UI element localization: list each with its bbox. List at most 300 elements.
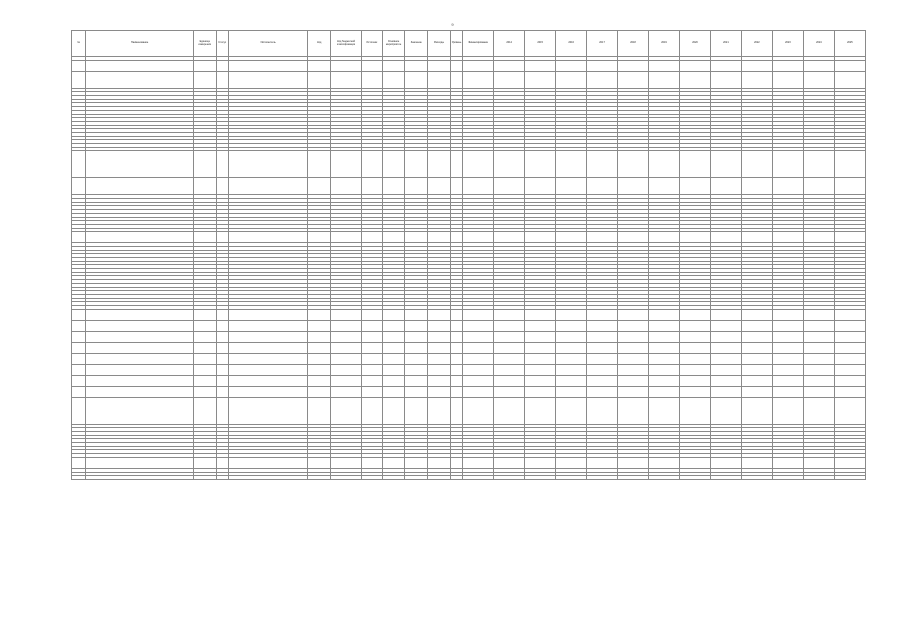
table-row [72,71,866,88]
table-cell [216,178,228,195]
table-cell [772,397,803,424]
table-cell [679,71,710,88]
table-cell [428,320,451,331]
table-cell [803,375,834,386]
table-cell [382,71,405,88]
table-cell [72,71,86,88]
table-cell [463,397,494,424]
table-cell [710,151,741,178]
table-cell [428,331,451,342]
table-cell [216,320,228,331]
table-cell [587,386,618,397]
table-cell [331,457,362,468]
table-cell [772,386,803,397]
table-cell [72,320,86,331]
table-cell [494,353,525,364]
table-cell [494,364,525,375]
table-cell [587,178,618,195]
table-cell [216,60,228,71]
table-cell [834,457,865,468]
table-cell [649,386,680,397]
table-cell [228,60,308,71]
column-header: № [72,31,86,57]
table-cell [86,457,193,468]
table-cell [587,342,618,353]
table-cell [803,331,834,342]
table-cell [803,71,834,88]
table-cell [86,151,193,178]
table-cell [331,331,362,342]
table-cell [450,386,462,397]
table-cell [72,151,86,178]
table-cell [193,320,216,331]
table-cell [710,375,741,386]
table-cell [494,342,525,353]
table-cell [228,364,308,375]
table-cell [463,71,494,88]
table-cell [308,232,331,243]
column-header: Источник [362,31,383,57]
table-cell [618,232,649,243]
table-cell [463,386,494,397]
table-cell [450,476,462,480]
table-cell [803,342,834,353]
table-cell [72,178,86,195]
table-cell [428,151,451,178]
table-cell [679,151,710,178]
table-cell [428,309,451,320]
table-cell [308,71,331,88]
table-cell [834,386,865,397]
table-cell [834,320,865,331]
table-cell [228,476,308,480]
table-cell [649,331,680,342]
table-cell [556,309,587,320]
table-cell [741,342,772,353]
table-cell [803,457,834,468]
table-cell [463,353,494,364]
table-cell [587,320,618,331]
table-cell [618,71,649,88]
table-cell [382,342,405,353]
table-cell [86,331,193,342]
table-cell [362,457,383,468]
table-cell [193,342,216,353]
table-cell [382,476,405,480]
table-cell [86,364,193,375]
column-header: 2022 [741,31,772,57]
column-header: Значение [405,31,428,57]
table-cell [618,151,649,178]
table-cell [494,386,525,397]
table-cell [450,331,462,342]
table-cell [362,364,383,375]
column-header: 2019 [649,31,680,57]
table-cell [331,397,362,424]
table-row [72,457,866,468]
table-cell [556,353,587,364]
table-cell [193,476,216,480]
table-cell [710,457,741,468]
table-cell [193,331,216,342]
table-cell [193,375,216,386]
table-cell [362,60,383,71]
table-cell [216,375,228,386]
table-cell [72,60,86,71]
column-header: 2015 [525,31,556,57]
table-cell [382,375,405,386]
table-cell [216,151,228,178]
table-cell [741,386,772,397]
table-cell [834,178,865,195]
table-cell [463,457,494,468]
table-cell [308,342,331,353]
column-header: Наименование [86,31,193,57]
table-cell [803,364,834,375]
table-cell [216,476,228,480]
table-cell [331,309,362,320]
table-cell [216,457,228,468]
table-cell [216,232,228,243]
table-cell [618,309,649,320]
table-cell [587,364,618,375]
table-body [72,57,866,480]
table-cell [331,375,362,386]
table-cell [362,331,383,342]
table-cell [331,353,362,364]
table-cell [649,178,680,195]
table-cell [679,364,710,375]
table-cell [525,320,556,331]
table-cell [741,151,772,178]
table-cell [772,320,803,331]
table-cell [228,331,308,342]
budget-table [71,30,866,480]
table-cell [679,375,710,386]
table-cell [308,364,331,375]
table-cell [72,476,86,480]
table-cell [556,151,587,178]
table-cell [834,331,865,342]
table-row [72,151,866,178]
table-cell [463,375,494,386]
table-cell [494,331,525,342]
table-cell [362,320,383,331]
table-cell [525,386,556,397]
table-cell [803,60,834,71]
table-cell [525,71,556,88]
table-cell [405,386,428,397]
table-cell [649,232,680,243]
table-cell [525,178,556,195]
table-cell [216,309,228,320]
table-cell [382,457,405,468]
table-cell [405,375,428,386]
table-cell [405,331,428,342]
table-cell [741,232,772,243]
table-cell [710,320,741,331]
table-cell [618,331,649,342]
table-cell [428,457,451,468]
table-cell [618,397,649,424]
column-header: Код [308,31,331,57]
table-cell [618,320,649,331]
table-cell [193,60,216,71]
table-cell [463,476,494,480]
table-cell [428,353,451,364]
table-cell [308,60,331,71]
table-cell [772,151,803,178]
table-cell [193,151,216,178]
table-cell [405,151,428,178]
table-cell [362,386,383,397]
table-cell [556,457,587,468]
table-cell [525,375,556,386]
table-cell [382,364,405,375]
table-cell [772,476,803,480]
table-cell [494,178,525,195]
table-cell [649,397,680,424]
table-cell [308,309,331,320]
table-row [72,397,866,424]
column-header: Код бюджетной классификации [331,31,362,57]
column-header: 2024 [803,31,834,57]
table-cell [803,232,834,243]
table-cell [331,151,362,178]
table-cell [679,353,710,364]
table-cell [72,309,86,320]
table-cell [834,309,865,320]
table-cell [494,71,525,88]
table-cell [710,331,741,342]
table-cell [428,71,451,88]
table-cell [405,476,428,480]
table-cell [587,397,618,424]
column-header: 2017 [587,31,618,57]
table-cell [649,375,680,386]
table-cell [228,232,308,243]
table-cell [86,397,193,424]
table-row [72,309,866,320]
column-header: Статус [216,31,228,57]
table-cell [803,353,834,364]
table-cell [649,364,680,375]
table-cell [772,457,803,468]
table-cell [463,320,494,331]
table-cell [193,353,216,364]
table-cell [308,457,331,468]
column-header: Расходы [428,31,451,57]
column-header: Единица измерения [193,31,216,57]
table-cell [450,151,462,178]
table-cell [405,364,428,375]
table-cell [710,232,741,243]
table-cell [556,60,587,71]
table-cell [649,71,680,88]
table-cell [772,178,803,195]
table-cell [428,375,451,386]
table-cell [494,60,525,71]
table-cell [618,342,649,353]
table-cell [450,178,462,195]
table-cell [649,353,680,364]
table-cell [649,309,680,320]
table-cell [228,457,308,468]
table-cell [710,309,741,320]
table-cell [308,151,331,178]
table-cell [679,457,710,468]
table-cell [450,232,462,243]
table-cell [193,309,216,320]
table-cell [86,232,193,243]
table-cell [382,60,405,71]
table-cell [618,178,649,195]
table-cell [494,320,525,331]
table-cell [834,71,865,88]
table-cell [618,386,649,397]
table-row [72,375,866,386]
table-row [72,320,866,331]
table-cell [382,178,405,195]
table-cell [587,331,618,342]
table-cell [710,353,741,364]
table-cell [772,342,803,353]
column-header: 2025 [834,31,865,57]
table-cell [772,331,803,342]
table-cell [587,60,618,71]
table-cell [228,397,308,424]
table-cell [772,60,803,71]
table-cell [834,232,865,243]
table-cell [741,309,772,320]
table-cell [741,71,772,88]
table-cell [618,353,649,364]
table-cell [710,397,741,424]
column-header: Основное мероприятие [382,31,405,57]
table-cell [72,457,86,468]
table-cell [382,331,405,342]
table-cell [618,60,649,71]
table-cell [428,397,451,424]
table-cell [216,342,228,353]
table-cell [362,232,383,243]
column-header: 2020 [679,31,710,57]
table-cell [587,476,618,480]
table-cell [741,397,772,424]
table-cell [331,476,362,480]
table-cell [525,353,556,364]
table-cell [216,397,228,424]
table-cell [193,397,216,424]
table-cell [428,232,451,243]
table-cell [405,457,428,468]
table-cell [649,457,680,468]
table-cell [193,457,216,468]
table-cell [679,386,710,397]
table-cell [362,342,383,353]
table-row [72,178,866,195]
table-cell [741,178,772,195]
table-cell [834,476,865,480]
table-cell [72,364,86,375]
table-cell [463,178,494,195]
column-header: Исполнитель [228,31,308,57]
table-cell [86,309,193,320]
table-cell [741,364,772,375]
table-cell [556,232,587,243]
table-cell [834,375,865,386]
table-cell [450,353,462,364]
table-cell [216,331,228,342]
table-cell [679,178,710,195]
table-cell [772,375,803,386]
table-cell [741,331,772,342]
table-cell [362,309,383,320]
table-row [72,353,866,364]
table-cell [772,353,803,364]
column-header: Финансирование [463,31,494,57]
table-cell [525,364,556,375]
table-cell [228,386,308,397]
table-cell [362,375,383,386]
table-cell [741,60,772,71]
table-cell [679,320,710,331]
table-cell [405,71,428,88]
table-cell [228,178,308,195]
table-cell [362,476,383,480]
table-cell [834,342,865,353]
table-cell [525,342,556,353]
table-cell [679,232,710,243]
table-cell [331,71,362,88]
table-cell [308,353,331,364]
table-row [72,342,866,353]
table-cell [679,60,710,71]
table-cell [834,353,865,364]
table-cell [228,375,308,386]
table-cell [587,375,618,386]
table-cell [331,386,362,397]
table-cell [741,457,772,468]
table-cell [450,457,462,468]
table-cell [525,397,556,424]
table-cell [525,457,556,468]
table-cell [556,71,587,88]
table-cell [618,476,649,480]
table-cell [86,353,193,364]
table-cell [308,397,331,424]
table-cell [331,320,362,331]
table-cell [450,320,462,331]
table-cell [834,60,865,71]
table-cell [525,309,556,320]
table-cell [331,232,362,243]
table-cell [86,71,193,88]
table-cell [494,232,525,243]
table-cell [428,342,451,353]
table-cell [741,320,772,331]
table-cell [803,397,834,424]
table-cell [382,397,405,424]
table-cell [463,342,494,353]
table-cell [710,60,741,71]
table-cell [710,364,741,375]
table-cell [308,476,331,480]
table-cell [216,364,228,375]
table-cell [228,309,308,320]
table-cell [834,397,865,424]
column-header: 2023 [772,31,803,57]
